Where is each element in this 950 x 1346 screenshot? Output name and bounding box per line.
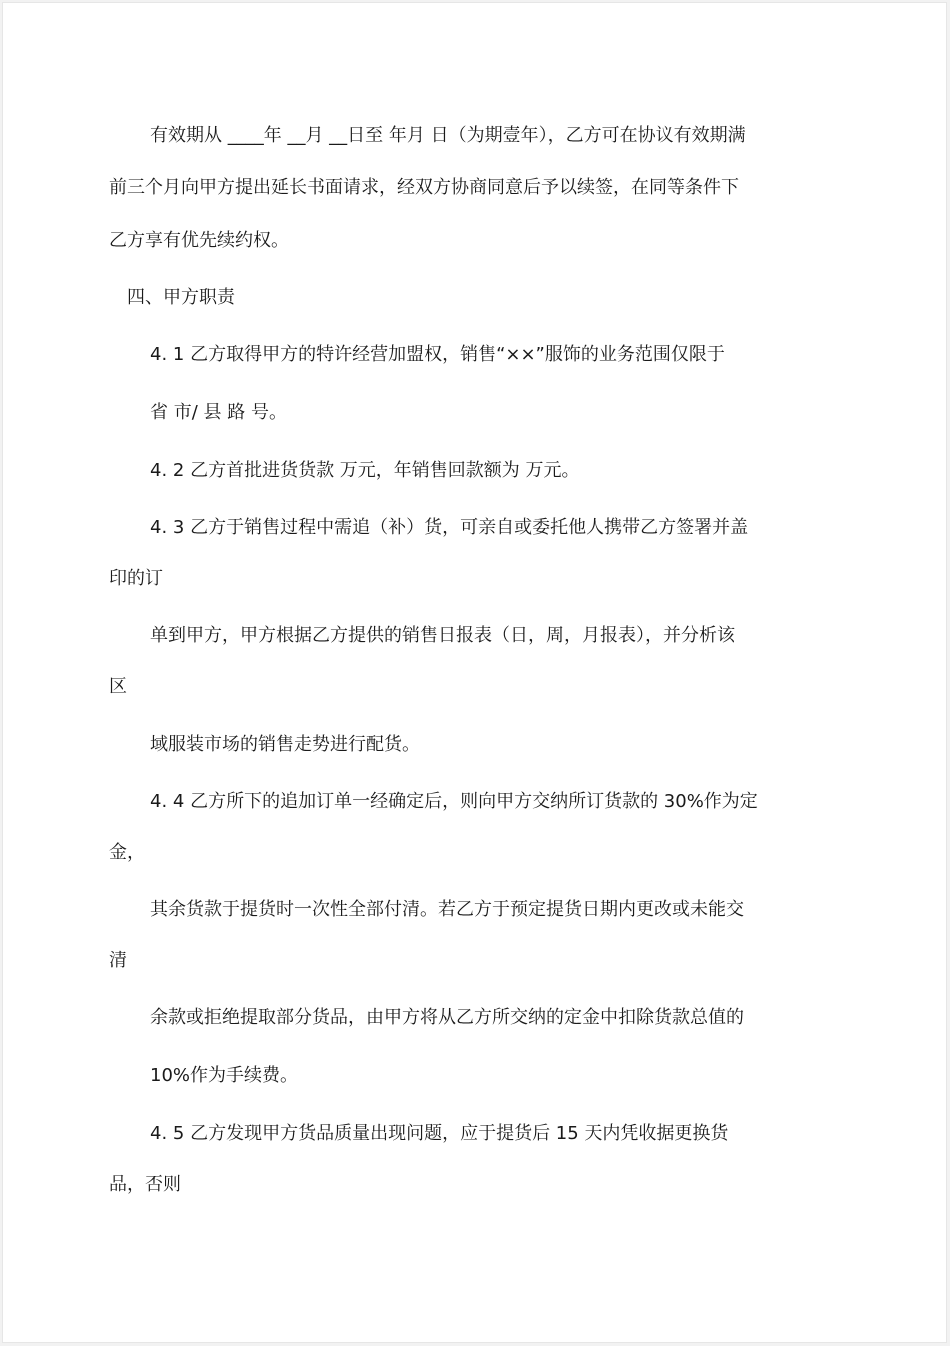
clause-4-4-continued-1: 金， (109, 842, 145, 863)
clause-4-4: 4. 4 乙方所下的追加订单一经确定后，则向甲方交纳所订货款的 30%作为定 (150, 791, 758, 812)
clause-4-3-continued-4: 域服装市场的销售走势进行配货。 (150, 734, 420, 755)
clause-4-5: 4. 5 乙方发现甲方货品质量出现问题，应于提货后 15 天内凭收据更换货 (150, 1123, 729, 1144)
clause-4-2: 4. 2 乙方首批进货货款 万元，年销售回款额为 万元。 (150, 460, 580, 481)
clause-4-4-continued-3: 清 (109, 950, 127, 971)
clause-4-1-address: 省 市/ 县 路 号。 (150, 402, 287, 423)
section-heading-party-a-duties: 四、甲方职责 (127, 287, 235, 308)
clause-4-3-continued-2: 单到甲方，甲方根据乙方提供的销售日报表（日，周，月报表），并分析该 (150, 625, 735, 646)
text-line-renewal-request: 前三个月向甲方提出延长书面请求，经双方协商同意后予以续签，在同等条件下 (109, 177, 739, 198)
text-line-validity-period: 有效期从 ____年 __月 __日至 年月 日（为期壹年），乙方可在协议有效期满 (150, 125, 746, 146)
clause-4-1: 4. 1 乙方取得甲方的特许经营加盟权，销售“××”服饰的业务范围仅限于 (150, 344, 725, 365)
clause-4-3: 4. 3 乙方于销售过程中需追（补）货，可亲自或委托他人携带乙方签署并盖 (150, 517, 749, 538)
clause-4-4-continued-4: 余款或拒绝提取部分货品，由甲方将从乙方所交纳的定金中扣除货款总值的 (150, 1007, 744, 1028)
text-line-priority-renewal: 乙方享有优先续约权。 (109, 230, 289, 251)
clause-4-4-continued-2: 其余货款于提货时一次性全部付清。若乙方于预定提货日期内更改或未能交 (150, 899, 744, 920)
clause-4-3-continued-1: 印的订 (109, 568, 163, 589)
clause-4-4-continued-5: 10%作为手续费。 (150, 1065, 299, 1086)
document-page (2, 2, 947, 1343)
clause-4-5-continued-1: 品，否则 (109, 1174, 181, 1195)
clause-4-3-continued-3: 区 (109, 676, 127, 697)
